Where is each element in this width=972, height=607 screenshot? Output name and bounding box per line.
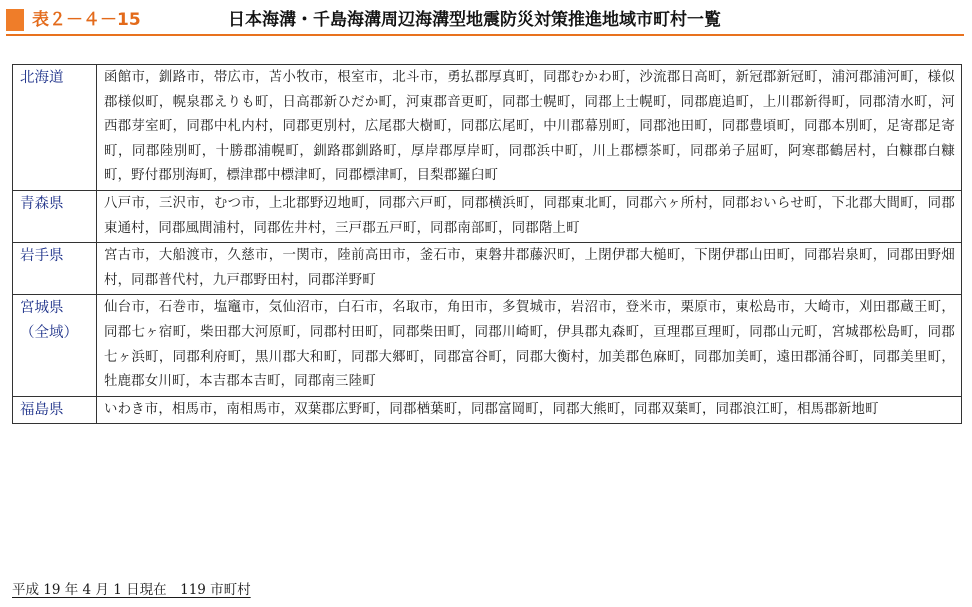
table-row <box>13 396 962 424</box>
table-row <box>13 65 962 191</box>
prefecture-cell <box>13 243 97 295</box>
table-row <box>13 243 962 295</box>
table-title-bar <box>6 8 964 36</box>
as-of-footnote: 平成 19 年 4 月 1 日現在 119 市町村 <box>12 582 251 598</box>
title-marker <box>6 9 24 31</box>
prefecture-name: 青森県 <box>20 195 64 212</box>
municipalities-cell: 函館市，釧路市，帯広市，苫小牧市，根室市，北斗市，勇払郡厚真町，同郡むかわ町，沙流郡日高町，新冠郡新冠町，浦河郡浦河町，様似郡様似町，幌泉郡えりも町，日高郡新ひだか町，河東郡音更町，同郡士幌町，同郡上士幌町，同郡鹿追町，上川郡新得町，同郡清水町，河西郡芽室町，同郡中札内村，同郡更別村，広尾郡大樹町，同郡広尾町，中川郡幕別町，同郡池田町，同郡豊頃町，同郡本別町，足寄郡足寄町，同郡陸別町，十勝郡浦幌町，釧路郡釧路町，厚岸郡厚岸町，同郡浜中町，川上郡標茶町，同郡弟子屈町，阿寒郡鶴居村，白糠郡白糠町，野付郡別海町，標津郡中標津町，同郡標津町，目梨郡羅臼町 <box>97 65 962 191</box>
prefecture-name: 宮城県 <box>20 300 64 317</box>
table-title: 日本海溝・千島海溝周辺海溝型地震防災対策推進地域市町村一覧 <box>228 10 721 30</box>
municipalities-cell: 八戸市，三沢市，むつ市，上北郡野辺地町，同郡六戸町，同郡横浜町，同郡東北町，同郡六ヶ所村，同郡おいらせ町，下北郡大間町，同郡東通村，同郡風間浦村，同郡佐井村，三戸郡五戸町，同郡南部町，同郡階上町 <box>97 190 962 242</box>
prefecture-cell <box>13 190 97 242</box>
prefecture-cell <box>13 396 97 424</box>
municipalities-cell: 仙台市，石巻市，塩竈市，気仙沼市，白石市，名取市，角田市，多賀城市，岩沼市，登米市，栗原市，東松島市，大崎市，刈田郡蔵王町，同郡七ヶ宿町，柴田郡大河原町，同郡村田町，同郡柴田町，同郡川崎町，伊具郡丸森町，亘理郡亘理町，同郡山元町，宮城郡松島町，同郡七ヶ浜町，同郡利府町，黒川郡大和町，同郡大郷町，同郡富谷町，同郡大衡村，加美郡色麻町，同郡加美町，遠田郡涌谷町，同郡美里町，牡鹿郡女川町，本吉郡本吉町，同郡南三陸町 <box>97 295 962 396</box>
prefecture-name: 岩手県 <box>20 248 64 265</box>
prefecture-name: 北海道 <box>20 70 64 86</box>
municipalities-cell: いわき市，相馬市，南相馬市，双葉郡広野町，同郡楢葉町，同郡富岡町，同郡大熊町，同郡双葉町，同郡浪江町，相馬郡新地町 <box>97 396 962 424</box>
table-row <box>13 190 962 242</box>
municipalities-cell: 宮古市，大船渡市，久慈市，一関市，陸前高田市，釜石市，東磐井郡藤沢町，上閉伊郡大槌町，下閉伊郡山田町，同郡岩泉町，同郡田野畑村，同郡普代村，九戸郡野田村，同郡洋野町 <box>97 243 962 295</box>
prefecture-note: （全域） <box>20 324 78 341</box>
municipalities-table <box>12 64 962 424</box>
table-row <box>13 295 962 396</box>
prefecture-cell <box>13 65 97 191</box>
prefecture-cell <box>13 295 97 396</box>
prefecture-name: 福島県 <box>20 401 64 418</box>
table-label: 表２－４－15 <box>32 10 141 30</box>
